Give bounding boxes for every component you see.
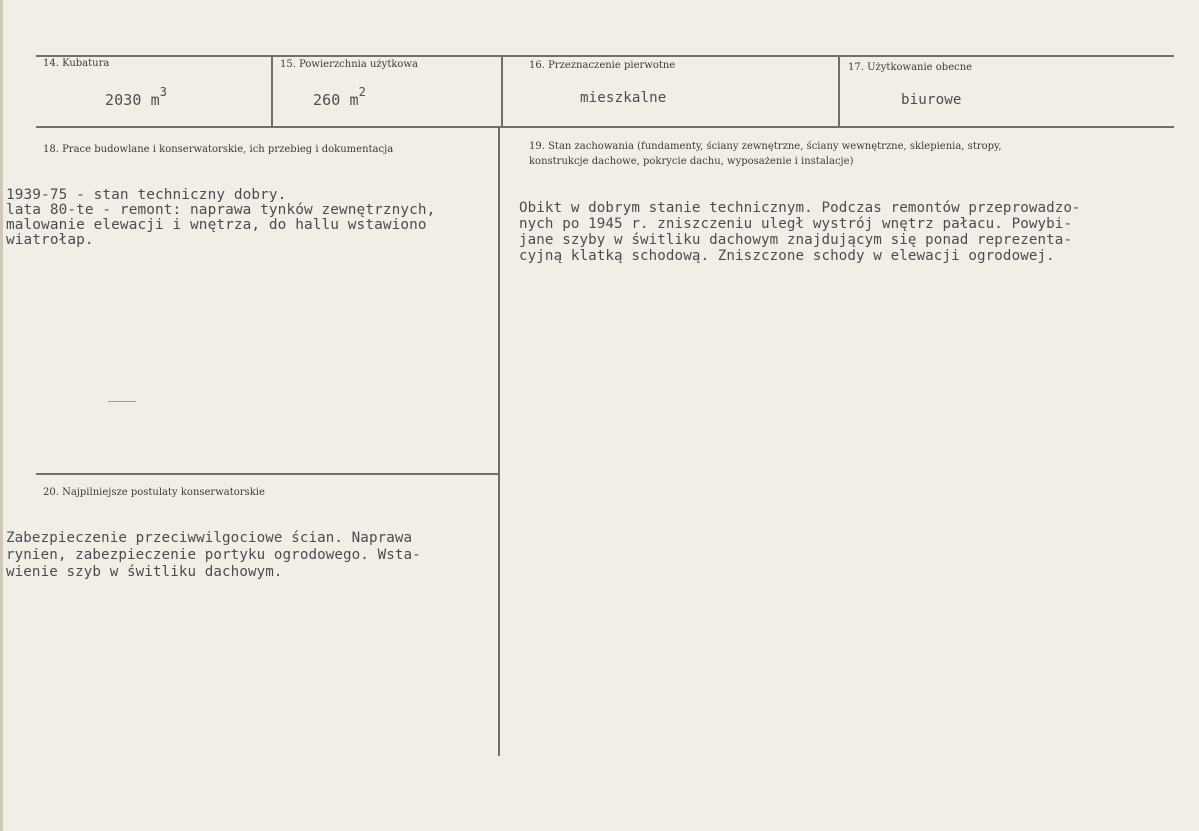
field-19-line: nych po 1945 r. zniszczeniu uległ wystrój wnętrz pałacu. Powybi- [519, 216, 1073, 232]
field-14-value [105, 85, 168, 109]
field-19-label [529, 139, 1002, 169]
field-14-label: 14. Kubatura [43, 58, 110, 69]
field-18-text [6, 188, 435, 248]
stray-mark [108, 401, 136, 402]
top-rule [36, 55, 1174, 57]
field-15-number: 260 m [313, 91, 359, 109]
field-19-line: Obikt w dobrym stanie technicznym. Podczas remontów przeprowadzo- [519, 200, 1081, 216]
field-18-line: malowanie elewacji i wnętrza, do hallu wstawiono [6, 217, 427, 233]
col-divider-14-15 [271, 55, 273, 126]
field-16-label: 16. Przeznaczenie pierwotne [529, 60, 676, 71]
field-18-line: lata 80-te - remont: naprawa tynków zewnętrznych, [6, 202, 436, 218]
field-15-label: 15. Powierzchnia użytkowa [280, 59, 418, 70]
field-15-sup: 2 [358, 85, 366, 99]
field-20-text [6, 530, 421, 581]
col-divider-16-17 [838, 55, 840, 126]
field-15-value [313, 85, 366, 109]
field-18-label: 18. Prace budowlane i konserwatorskie, ich przebieg i dokumentacja [43, 144, 394, 155]
field-18-line: wiatrołap. [6, 232, 94, 248]
field-20-line: rynien, zabezpieczenie portyku ogrodowego. Wsta- [6, 547, 421, 563]
section20-rule [36, 473, 500, 475]
field-19-label-line: 19. Stan zachowania (fundamenty, ściany zewnętrzne, ściany wewnętrzne, sklepienia, stropy, [529, 141, 1002, 152]
field-19-line: cyjną klatką schodową. Zniszczone schody w elewacji ogrodowej. [519, 248, 1055, 264]
field-19-line: jane szyby w świtliku dachowym znajdującym się ponad reprezenta- [519, 232, 1073, 248]
field-16-value: mieszkalne [580, 90, 667, 106]
row1-rule [36, 126, 1174, 128]
field-20-label: 20. Najpilniejsze postulaty konserwatorskie [43, 487, 265, 498]
field-19-text [519, 200, 1081, 264]
field-19-label-line: konstrukcje dachowe, pokrycie dachu, wyposażenie i instalacje) [529, 156, 854, 167]
field-14-number: 2030 m [105, 91, 160, 109]
field-20-line: Zabezpieczenie przeciwwilgociowe ścian. Naprawa [6, 530, 413, 546]
field-17-label: 17. Użytkowanie obecne [848, 62, 973, 73]
main-col-divider [498, 126, 500, 756]
field-14-sup: 3 [159, 85, 168, 99]
col-divider-15-16 [501, 55, 503, 126]
field-20-line: wienie szyb w świtliku dachowym. [6, 564, 283, 580]
field-17-value: biurowe [901, 92, 962, 108]
field-18-line: 1939-75 - stan techniczny dobry. [6, 187, 287, 203]
